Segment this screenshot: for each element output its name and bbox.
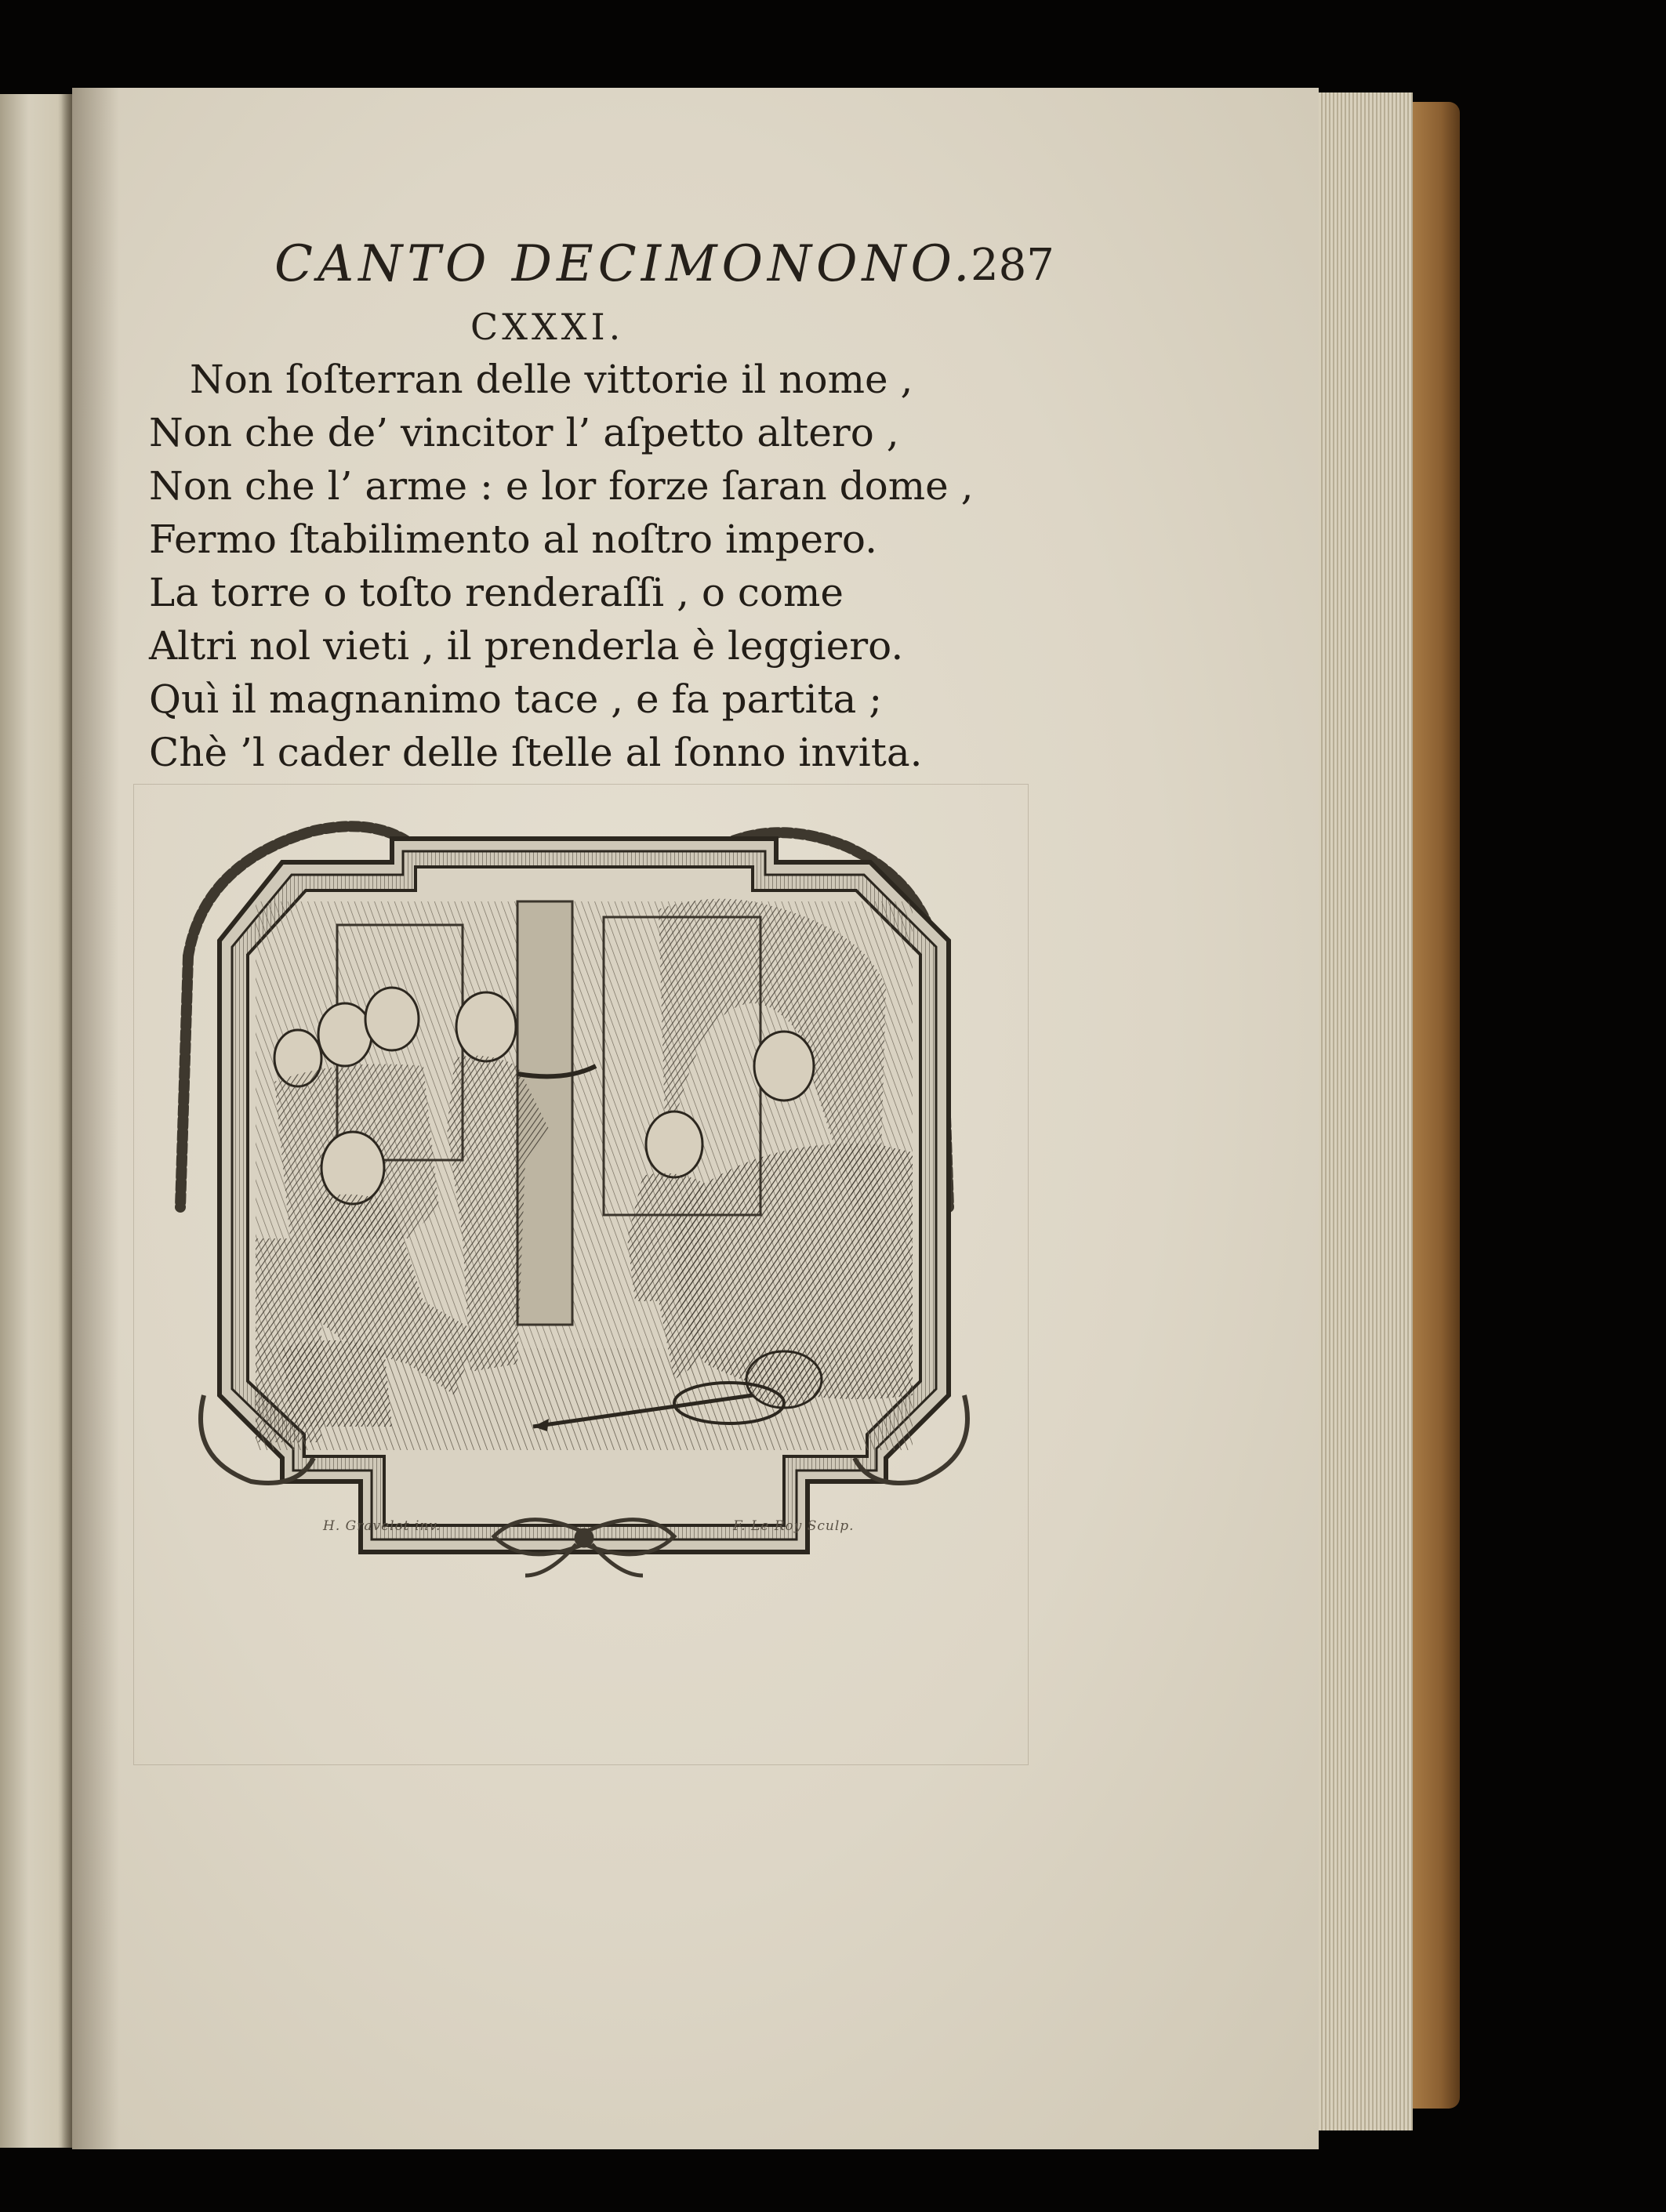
engraver-credit: F. Le Roy Sculp. [733, 1518, 855, 1534]
stanza-number: CXXXI. [470, 306, 625, 348]
page-number: 287 [971, 240, 1054, 291]
verse-line: Quì il magnanimo tace , e fa partita ; [149, 676, 883, 722]
verse-line: Altri nol vieti , il prenderla è leggiero. [149, 623, 904, 669]
verse-line: Fermo ſtabilimento al noſtro impero. [149, 517, 878, 562]
verse-block [149, 353, 1011, 779]
verse-line: Non che de’ vincitor l’ aſpetto altero , [149, 410, 899, 455]
running-title: CANTO DECIMONONO. [274, 235, 975, 293]
verse-line: Chè ’l cader delle ſtelle al ſonno invita. [149, 730, 923, 775]
page-fore-edge [1319, 92, 1413, 2130]
previous-page-edge [0, 94, 72, 2148]
book-cover [1413, 102, 1460, 2109]
artist-credit: H. Gravelot inv. [323, 1518, 441, 1534]
engraving-vignette [157, 800, 1011, 1583]
verse-line: Non ſoſterran delle vittorie il nome , [190, 357, 913, 402]
verse-line: Non che l’ arme : e lor forze ſaran dome , [149, 463, 974, 509]
verse-line: La torre o toſto renderaſſi , o come [149, 570, 844, 615]
